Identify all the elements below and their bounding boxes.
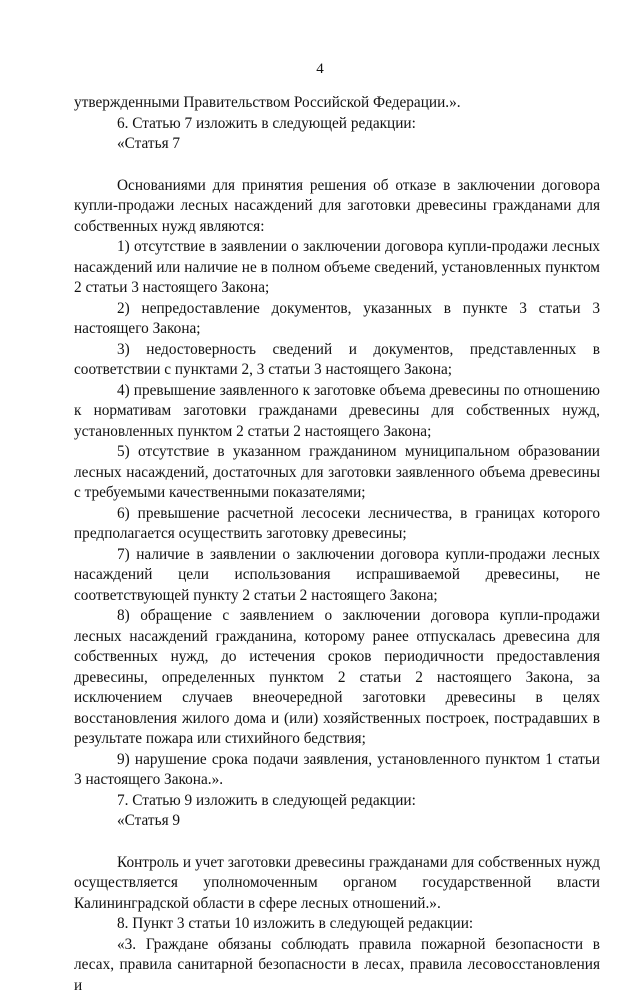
- document-body: [74, 93, 600, 996]
- article-heading: «Статья 9: [74, 811, 600, 832]
- list-item: 9) нарушение срока подачи заявления, установленного пунктом 1 статьи 3 настоящего Закона.».: [74, 750, 600, 791]
- list-item: 2) непредоставление документов, указанных в пункте 3 статьи 3 настоящего Закона;: [74, 299, 600, 340]
- list-item: 3) недостоверность сведений и документов, представленных в соответствии с пунктами 2, 3 статьи 3 настоящего Закона;: [74, 340, 600, 381]
- paragraph: 8. Пункт 3 статьи 10 изложить в следующей редакции:: [74, 914, 600, 935]
- paragraph: «3. Граждане обязаны соблюдать правила пожарной безопасности в лесах, правила санитарной безопасности в лесах, правила лесовосстановления и: [74, 935, 600, 996]
- article-heading: «Статья 7: [74, 134, 600, 155]
- list-item: 5) отсутствие в указанном гражданином муниципальном образовании лесных насаждений, достаточных для заготовки заявленного объема древесины с требуемыми качественными показателями;: [74, 442, 600, 504]
- blank-line: [74, 155, 600, 176]
- paragraph: утвержденными Правительством Российской Федерации.».: [74, 93, 600, 114]
- list-item: 4) превышение заявленного к заготовке объема древесины по отношению к нормативам заготовки гражданами древесины для собственных нужд, установленных пунктом 2 статьи 2 настоящего Закона;: [74, 381, 600, 443]
- list-item: 6) превышение расчетной лесосеки лесничества, в границах которого предполагается осуществить заготовку древесины;: [74, 504, 600, 545]
- list-item: 7) наличие в заявлении о заключении договора купли-продажи лесных насаждений цели использования испрашиваемой древесины, не соответствующей пункту 2 статьи 2 настоящего Закона;: [74, 545, 600, 607]
- paragraph: 6. Статью 7 изложить в следующей редакции:: [74, 114, 600, 135]
- page-number: 4: [0, 60, 640, 78]
- list-item: 1) отсутствие в заявлении о заключении договора купли-продажи лесных насаждений или наличие не в полном объеме сведений, установленных пунктом 2 статьи 3 настоящего Закона;: [74, 237, 600, 299]
- list-item: 8) обращение с заявлением о заключении договора купли-продажи лесных насаждений гражданина, которому ранее отпускалась древесина для собственных нужд, до истечения сроков периодичности предоставления древесины, определенных пунктом 2 статьи 2 настоящего Закона, за исключением случаев внеочередной заготовки древесины в целях восстановления жилого дома и (или) хозяйственных построек, пострадавших в результате пожара или стихийного бедствия;: [74, 606, 600, 750]
- paragraph: Контроль и учет заготовки древесины гражданами для собственных нужд осуществляется уполномоченным органом государственной власти Калининградской области в сфере лесных отношений.».: [74, 853, 600, 915]
- blank-line: [74, 832, 600, 853]
- paragraph: 7. Статью 9 изложить в следующей редакции:: [74, 791, 600, 812]
- paragraph: Основаниями для принятия решения об отказе в заключении договора купли-продажи лесных насаждений для заготовки древесины гражданами для собственных нужд являются:: [74, 176, 600, 238]
